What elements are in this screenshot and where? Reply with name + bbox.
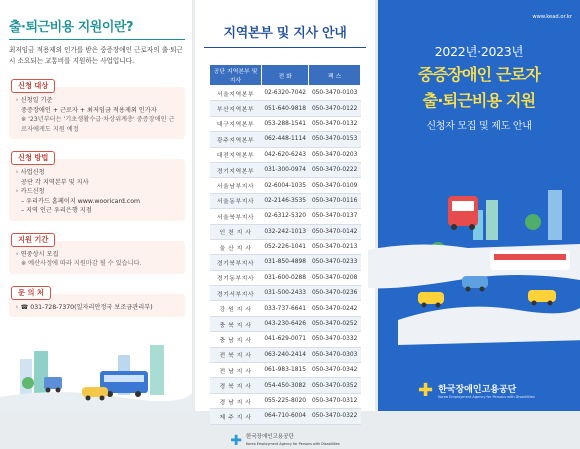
- fax-cell: 050-3470-0153: [309, 132, 361, 147]
- table-row: [210, 162, 361, 177]
- fax-cell: 050-3470-0132: [309, 116, 361, 131]
- phone-cell: 062-448-1114: [262, 132, 309, 147]
- phone-cell: 02-6312-5320: [262, 209, 309, 224]
- table-row: [210, 147, 361, 162]
- logo-name: 한국장애인고용공단: [246, 433, 294, 440]
- office-cell: 충 남 지 사: [210, 332, 262, 347]
- phone-cell: 041-629-0071: [262, 332, 309, 347]
- table-row: [210, 270, 361, 285]
- phone-cell: 052-226-1041: [262, 239, 309, 254]
- office-cell: 전 남 지 사: [210, 363, 262, 378]
- section-tag: 지원 기간: [11, 233, 55, 247]
- fax-cell: 050-3470-0303: [309, 347, 361, 362]
- section-tag: 신청 대상: [11, 79, 55, 93]
- office-cell: 경기서부지사: [210, 286, 262, 301]
- office-cell: 대전지역본부: [210, 147, 262, 162]
- office-cell: 서울남부지사: [210, 178, 262, 193]
- fax-cell: 050-3470-0203: [309, 147, 361, 162]
- logo-eng: Korea Employment Agency for Persons with Disabilities: [438, 395, 535, 399]
- table-row: [210, 301, 361, 316]
- logo-eng: Korea Employment Agency for Persons with Disabilities: [246, 441, 340, 446]
- table-row: [210, 101, 361, 116]
- fax-cell: 050-3470-0342: [309, 363, 361, 378]
- phone-cell: 031-850-4898: [262, 255, 309, 270]
- table-row: [210, 286, 361, 301]
- phone-cell: 063-240-2414: [262, 347, 309, 362]
- office-cell: 서울동부지사: [210, 193, 262, 208]
- phone-cell: 033-737-6641: [262, 301, 309, 316]
- column-header: 공단 지역본부 및 지사: [210, 65, 262, 86]
- table-row: [210, 332, 361, 347]
- phone-cell: 031-600-0288: [262, 270, 309, 285]
- office-cell: 인 천 지 사: [210, 224, 262, 239]
- office-cell: 제 주 지 사: [210, 409, 262, 424]
- section-contact: [9, 280, 185, 318]
- section-box: [9, 159, 185, 221]
- fax-cell: 050-3470-0122: [309, 101, 361, 116]
- phone-cell: 02-6320-7042: [262, 86, 309, 101]
- section-line: – 지역 인근 우리은행 지점: [21, 207, 92, 214]
- fax-cell: 050-3470-0103: [309, 86, 361, 101]
- fax-cell: 050-3470-0322: [309, 409, 361, 424]
- panel-title: 지역본부 및 지사 안내: [204, 22, 366, 48]
- fax-cell: 050-3470-0352: [309, 378, 361, 393]
- table-row: [210, 409, 361, 424]
- table-row: [210, 193, 361, 208]
- table-row: [210, 316, 361, 331]
- section-note: ※ '23년부터는 '기초생활수급·차상위계층' 중증장애인 근로자에게도 지원 예정: [21, 116, 175, 133]
- table-row: [210, 116, 361, 131]
- phone-cell: 061-983-1815: [262, 363, 309, 378]
- phone-cell: 053-288-1541: [262, 116, 309, 131]
- phone-cell: 031-300-0974: [262, 162, 309, 177]
- logo-name: 한국장애인고용공단: [438, 385, 517, 395]
- table-body: [210, 86, 361, 425]
- section-line: ◦ 신청일 기준: [15, 97, 53, 104]
- office-cell: 울 산 지 사: [210, 239, 262, 254]
- section-tag: 신청 방법: [11, 151, 55, 165]
- cover-panel: [378, 0, 580, 411]
- section-line: ◦ 사업신청: [15, 169, 45, 176]
- panel-title: 출·퇴근비용 지원이란?: [9, 16, 185, 40]
- table-row: [210, 255, 361, 270]
- table-row: [210, 86, 361, 101]
- section-target: [9, 73, 185, 139]
- section-line: 공단 각 지역본부 및 지사: [21, 178, 89, 186]
- agency-logo: [204, 433, 366, 449]
- table-row: [210, 178, 361, 193]
- agency-logo-icon: ✚: [230, 432, 243, 449]
- phone-cell: 02-6004-1035: [262, 178, 309, 193]
- phone-cell: 02-2146-3535: [262, 193, 309, 208]
- column-header: 팩 스: [309, 65, 361, 86]
- cover-subtitle: 신청자 모집 및 제도 안내: [426, 121, 532, 132]
- agency-logo-icon: ✚: [418, 380, 434, 401]
- fax-cell: 050-3470-0252: [309, 316, 361, 331]
- section-method: [9, 145, 185, 221]
- office-cell: 경기지역본부: [210, 162, 262, 177]
- office-cell: 충 북 지 사: [210, 316, 262, 331]
- website-link[interactable]: www.kead.or.kr: [532, 14, 572, 20]
- section-line: ◦ 카드신청: [15, 188, 45, 195]
- cover-title-line2: 출·퇴근비용 지원: [422, 91, 536, 110]
- office-cell: 대구지역본부: [210, 116, 262, 131]
- phone-cell: 032-242-1013: [262, 224, 309, 239]
- section-line: ◦ 연중상시 모집: [15, 250, 59, 258]
- fax-cell: 050-3470-0137: [309, 209, 361, 224]
- phone-cell: 042-620-6243: [262, 147, 309, 162]
- office-cell: 경기북부지사: [210, 255, 262, 270]
- fax-cell: 050-3470-0142: [309, 224, 361, 239]
- card-website-link[interactable]: – 우리카드 홈페이지 www.wooricard.com: [21, 197, 141, 205]
- phone-cell: 055-225-8020: [262, 393, 309, 408]
- section-tag: 문 의 처: [11, 286, 51, 300]
- contact-phone: ◦ ☎ 031-728-7370(일자리안정국 보조금관리부): [15, 303, 153, 311]
- section-period: [9, 227, 185, 274]
- table-row: [210, 239, 361, 254]
- commute-illustration: [0, 331, 192, 411]
- fax-cell: 050-3470-0242: [309, 301, 361, 316]
- cover-title-line1: 중증장애인 근로자: [417, 65, 541, 84]
- phone-cell: 064-710-6004: [262, 409, 309, 424]
- table-row: [210, 209, 361, 224]
- office-cell: 광주지역본부: [210, 132, 262, 147]
- branch-table: [209, 64, 361, 425]
- fax-cell: 050-3470-0312: [309, 393, 361, 408]
- phone-cell: 043-230-6426: [262, 316, 309, 331]
- table-row: [210, 363, 361, 378]
- left-panel: [0, 0, 192, 411]
- phone-cell: 054-450-3082: [262, 378, 309, 393]
- section-box: [9, 87, 185, 139]
- phone-cell: 031-500-2433: [262, 286, 309, 301]
- fax-cell: 050-3470-0236: [309, 286, 361, 301]
- table-row: [210, 393, 361, 408]
- city-transport-illustration: [378, 170, 580, 370]
- office-cell: 강 원 지 사: [210, 301, 262, 316]
- office-cell: 부산지역본부: [210, 101, 262, 116]
- office-cell: 서울지역본부: [210, 86, 262, 101]
- agency-logo: [418, 380, 535, 401]
- section-line: 중증장애인 + 근로자 + 최저임금 적용제외 인가자: [21, 106, 157, 114]
- fax-cell: 050-3470-0109: [309, 178, 361, 193]
- office-cell: 전 북 지 사: [210, 347, 262, 362]
- table-row: [210, 132, 361, 147]
- fax-cell: 050-3470-0116: [309, 193, 361, 208]
- phone-cell: 051-640-9818: [262, 101, 309, 116]
- office-cell: 경기동부지사: [210, 270, 262, 285]
- section-note: ※ 예산사정에 따라 지원마감 될 수 있습니다.: [21, 260, 142, 267]
- intro-text: 최저임금 적용제외 인가를 받은 중증장애인 근로자의 출·퇴근 시 소요되는 교통비를 지원하는 사업입니다.: [9, 46, 183, 65]
- fax-cell: 050-3470-0233: [309, 255, 361, 270]
- middle-panel: [195, 0, 375, 449]
- office-cell: 경 남 지 사: [210, 393, 262, 408]
- cover-year: 2022년·2023년: [434, 44, 524, 59]
- fax-cell: 050-3470-0332: [309, 332, 361, 347]
- fax-cell: 050-3470-0222: [309, 162, 361, 177]
- office-cell: 서울북부지사: [210, 209, 262, 224]
- fax-cell: 050-3470-0213: [309, 239, 361, 254]
- fax-cell: 050-3470-0208: [309, 270, 361, 285]
- table-row: [210, 378, 361, 393]
- office-cell: 경 북 지 사: [210, 378, 262, 393]
- table-row: [210, 224, 361, 239]
- column-header: 전 화: [262, 65, 309, 86]
- table-row: [210, 347, 361, 362]
